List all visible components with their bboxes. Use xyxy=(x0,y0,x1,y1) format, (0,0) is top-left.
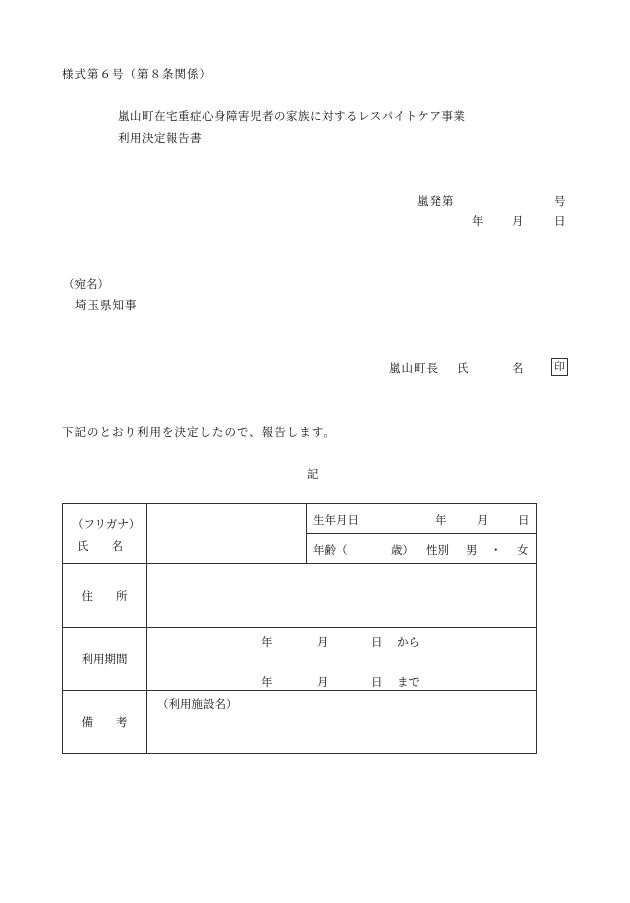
seal-box: 印 xyxy=(551,358,568,376)
furigana-label: （フリガナ） xyxy=(72,517,141,531)
age-unit: 歳） xyxy=(391,543,414,557)
age-sex-cell[interactable] xyxy=(307,534,537,564)
sender-title: 嵐山町長 xyxy=(389,361,439,375)
period-label: 利用期間 xyxy=(81,652,128,666)
date-day-label: 日 xyxy=(554,214,566,228)
period-to-text: まで xyxy=(397,675,420,689)
date-year-label: 年 xyxy=(472,214,484,228)
ki-heading: 記 xyxy=(307,467,319,481)
reference-number-prefix: 嵐発第 xyxy=(417,194,455,208)
period-to-day: 日 xyxy=(371,675,383,689)
sex-male[interactable]: 男 xyxy=(466,543,478,557)
date-month-label: 月 xyxy=(512,214,524,228)
address-label: 住 所 xyxy=(81,588,128,603)
period-from-month: 月 xyxy=(317,635,329,649)
document-title-line2: 利用決定報告書 xyxy=(118,131,202,145)
sex-separator: ・ xyxy=(490,543,502,557)
document-title-line1: 嵐山町在宅重症心身障害児者の家族に対するレスパイトケア事業 xyxy=(118,109,466,123)
notes-label-cell xyxy=(63,691,147,754)
statement-text: 下記のとおり利用を決定したので、報告します。 xyxy=(62,425,336,439)
form-number-label: 様式第６号（第８条関係） xyxy=(62,67,212,81)
period-from-text: から xyxy=(397,635,420,649)
address-label-cell xyxy=(63,564,147,628)
name-label: 氏 名 xyxy=(77,539,123,553)
birth-month-label: 月 xyxy=(477,513,489,527)
birth-year-label: 年 xyxy=(435,513,447,527)
address-value-cell[interactable] xyxy=(147,564,537,628)
period-label-cell xyxy=(63,628,147,691)
report-form-table xyxy=(62,503,537,754)
reference-number-suffix: 号 xyxy=(554,194,566,208)
notes-value-cell[interactable] xyxy=(147,691,537,754)
birth-day-label: 日 xyxy=(518,513,530,527)
period-from-year: 年 xyxy=(261,635,273,649)
sex-female[interactable]: 女 xyxy=(517,543,529,557)
facility-name-label: （利用施設名） xyxy=(157,697,238,711)
sender-name-label-1: 氏 xyxy=(457,361,469,375)
period-to-month: 月 xyxy=(317,675,329,689)
birthdate-label: 生年月日 xyxy=(313,513,359,527)
sex-label: 性別 xyxy=(426,543,449,557)
period-from-day: 日 xyxy=(371,635,383,649)
notes-label: 備 考 xyxy=(81,715,128,729)
age-label: 年齢（ xyxy=(313,543,348,557)
name-value-cell[interactable] xyxy=(147,504,307,564)
period-to-year: 年 xyxy=(261,675,273,689)
addressee-name: 埼玉県知事 xyxy=(75,298,138,312)
sender-name-label-2: 名 xyxy=(512,361,524,375)
birthdate-cell[interactable] xyxy=(307,504,537,534)
name-label-cell xyxy=(63,504,147,564)
addressee-label: （宛名） xyxy=(63,277,109,291)
period-value-cell[interactable] xyxy=(147,628,537,691)
